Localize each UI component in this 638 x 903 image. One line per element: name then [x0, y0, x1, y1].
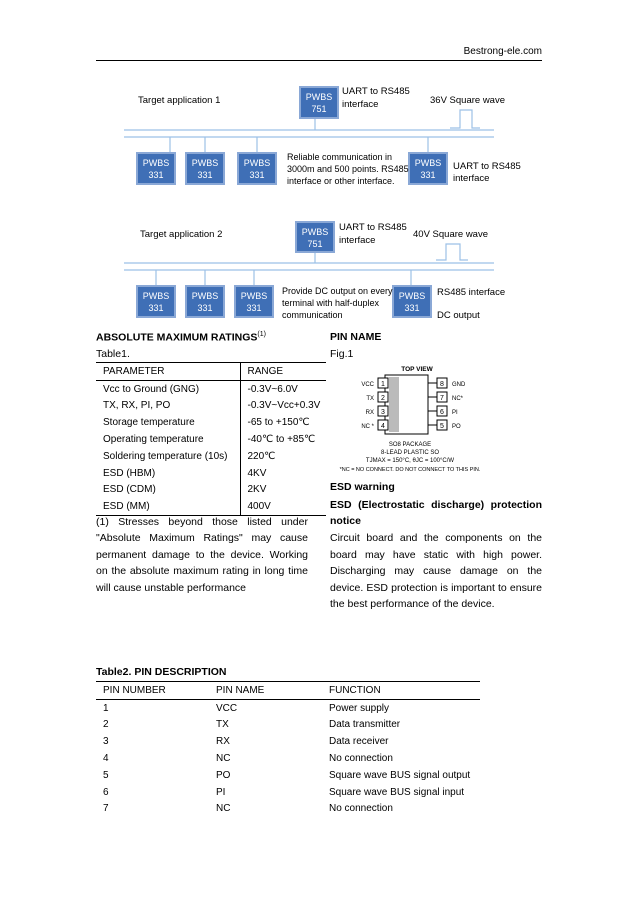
pin-name: PI — [452, 410, 458, 416]
slave-label: 331 — [197, 170, 213, 180]
master-label-1: PWBS — [305, 92, 333, 102]
slave-label: 331 — [246, 303, 262, 313]
package-line-1: SO8 PACKAGE — [388, 442, 432, 448]
table-row: 5 PO Square wave BUS signal output — [103, 769, 471, 781]
fig1-label: Fig.1 — [330, 348, 354, 360]
table-row: ESD (MM) 400V — [96, 498, 326, 515]
slave-label: 331 — [148, 303, 164, 313]
master-note-2: interface — [339, 235, 376, 246]
esd-body: Circuit board and the components on the board may have static with high power. Discharging may cause damage on the device. ESD protection is important to ensure the best performance of the device. — [330, 532, 542, 611]
package-line-3: TJMAX = 150°C, θJC = 100°C/W — [365, 458, 455, 464]
pin-number: 6 — [440, 409, 444, 416]
right-note-2: interface — [453, 173, 490, 184]
ic-marker — [389, 377, 399, 432]
pin-number: 4 — [381, 423, 385, 430]
table-header-row: PARAMETER RANGE — [96, 363, 326, 381]
pin-number: 1 — [381, 381, 385, 388]
table-row: Soldering temperature (10s) 220℃ — [96, 448, 326, 465]
pin-name: NC * — [361, 424, 374, 430]
right-note-1: UART to RS485 — [453, 161, 521, 172]
table-header-row: PIN NUMBER PIN NAME FUNCTION — [96, 682, 480, 700]
pin-number: 7 — [440, 395, 444, 402]
slave-label: 331 — [249, 170, 265, 180]
pin-name: GND — [452, 382, 466, 388]
pin-number: 5 — [440, 423, 444, 430]
table-row: 6 PI Square wave BUS signal input — [103, 786, 465, 798]
slave-label: PWBS — [191, 291, 219, 301]
slave-label: 331 — [197, 303, 213, 313]
table2-heading: Table2. PIN DESCRIPTION — [96, 666, 227, 678]
pin-number: 3 — [381, 409, 385, 416]
master-note-2: interface — [342, 99, 379, 110]
slave-label: PWBS — [398, 291, 426, 301]
table-row: Vcc to Ground (GNG) -0.3V~6.0V — [96, 380, 326, 397]
table-row: 4 NC No connection — [103, 753, 393, 765]
pinname-heading: PIN NAME — [330, 331, 382, 343]
esd-heading: ESD warning — [330, 481, 395, 493]
ratings-footnote: (1) Stresses beyond those listed under "Absolute Maximum Ratings" may cause permanent damage to the device. Working on the absolute maximum rating in long time will cause unstable performance — [96, 516, 308, 594]
slave-label: PWBS — [142, 291, 170, 301]
slave-label: PWBS — [414, 158, 442, 168]
pin-name: VCC — [361, 382, 374, 388]
slave-label: PWBS — [142, 158, 170, 168]
pin-number: 8 — [440, 381, 444, 388]
middle-note-2: terminal with half-duplex — [282, 298, 380, 308]
header-site: Bestrong-ele.com — [463, 46, 542, 57]
table1-label: Table1. — [96, 348, 130, 360]
pin-name: PO — [452, 424, 461, 430]
pin-description-table — [96, 681, 480, 817]
slave-label: 331 — [148, 170, 164, 180]
diagram-title: Target application 1 — [138, 95, 221, 106]
master-note-1: UART to RS485 — [339, 222, 407, 233]
slave-label: PWBS — [191, 158, 219, 168]
pin-number: 2 — [381, 395, 385, 402]
diagram-title: Target application 2 — [140, 229, 223, 240]
ratings-heading: ABSOLUTE MAXIMUM RATINGS$^{(1)}$ — [96, 331, 266, 344]
table-row: Storage temperature -65 to +150℃ — [96, 414, 326, 431]
table-row: 7 NC No connection — [103, 803, 393, 815]
middle-note-1: Reliable communication in — [287, 152, 393, 162]
pin-name: NC* — [452, 396, 464, 402]
pin-name: TX — [366, 396, 374, 402]
slave-label: 331 — [404, 303, 420, 313]
square-wave-icon — [436, 244, 468, 260]
table-row: TX, RX, PI, PO -0.3V~Vcc+0.3V — [96, 398, 326, 415]
master-label-2: 751 — [311, 104, 327, 114]
master-label-1: PWBS — [301, 227, 329, 237]
middle-note-1: Provide DC output on every — [282, 286, 393, 296]
top-view-label: TOP VIEW — [401, 366, 433, 373]
package-line-2: 8-LEAD PLASTIC SO — [380, 450, 440, 456]
header-rule — [96, 60, 542, 61]
table-row: ESD (CDM) 2KV — [96, 482, 326, 499]
right-note-top: RS485 interface — [437, 287, 506, 298]
ratings-table — [96, 362, 326, 516]
middle-note-3: communication — [282, 310, 343, 320]
application-diagram-1 — [120, 82, 521, 194]
slave-label: PWBS — [243, 158, 271, 168]
table-row: 2 TX Data transmitter — [103, 719, 401, 731]
pin-name: RX — [365, 410, 374, 416]
wave-label: 36V Square wave — [430, 95, 505, 106]
right-note-bottom: DC output — [437, 310, 480, 321]
slave-label: PWBS — [240, 291, 268, 301]
wave-label: 40V Square wave — [413, 229, 488, 240]
square-wave-icon — [450, 110, 480, 128]
esd-subheading: ESD (Electrostatic discharge) protection notice — [330, 499, 542, 528]
table-row: Operating temperature -40℃ to +85℃ — [96, 431, 326, 448]
master-note-1: UART to RS485 — [342, 86, 410, 97]
slave-label: 331 — [420, 170, 436, 180]
table-row: 3 RX Data receiver — [103, 736, 389, 748]
table-row: ESD (HBM) 4KV — [96, 465, 326, 482]
pinout-diagram — [330, 362, 542, 480]
application-diagram-2 — [120, 218, 510, 326]
master-label-2: 751 — [307, 239, 323, 249]
table-row: 1 VCC Power supply — [103, 702, 390, 714]
package-line-4: *NC = NO CONNECT. DO NOT CONNECT TO THIS PIN. — [339, 467, 481, 473]
middle-note-3: interface or other interface. — [287, 176, 395, 186]
middle-note-2: 3000m and 500 points. RS485 — [287, 164, 409, 174]
